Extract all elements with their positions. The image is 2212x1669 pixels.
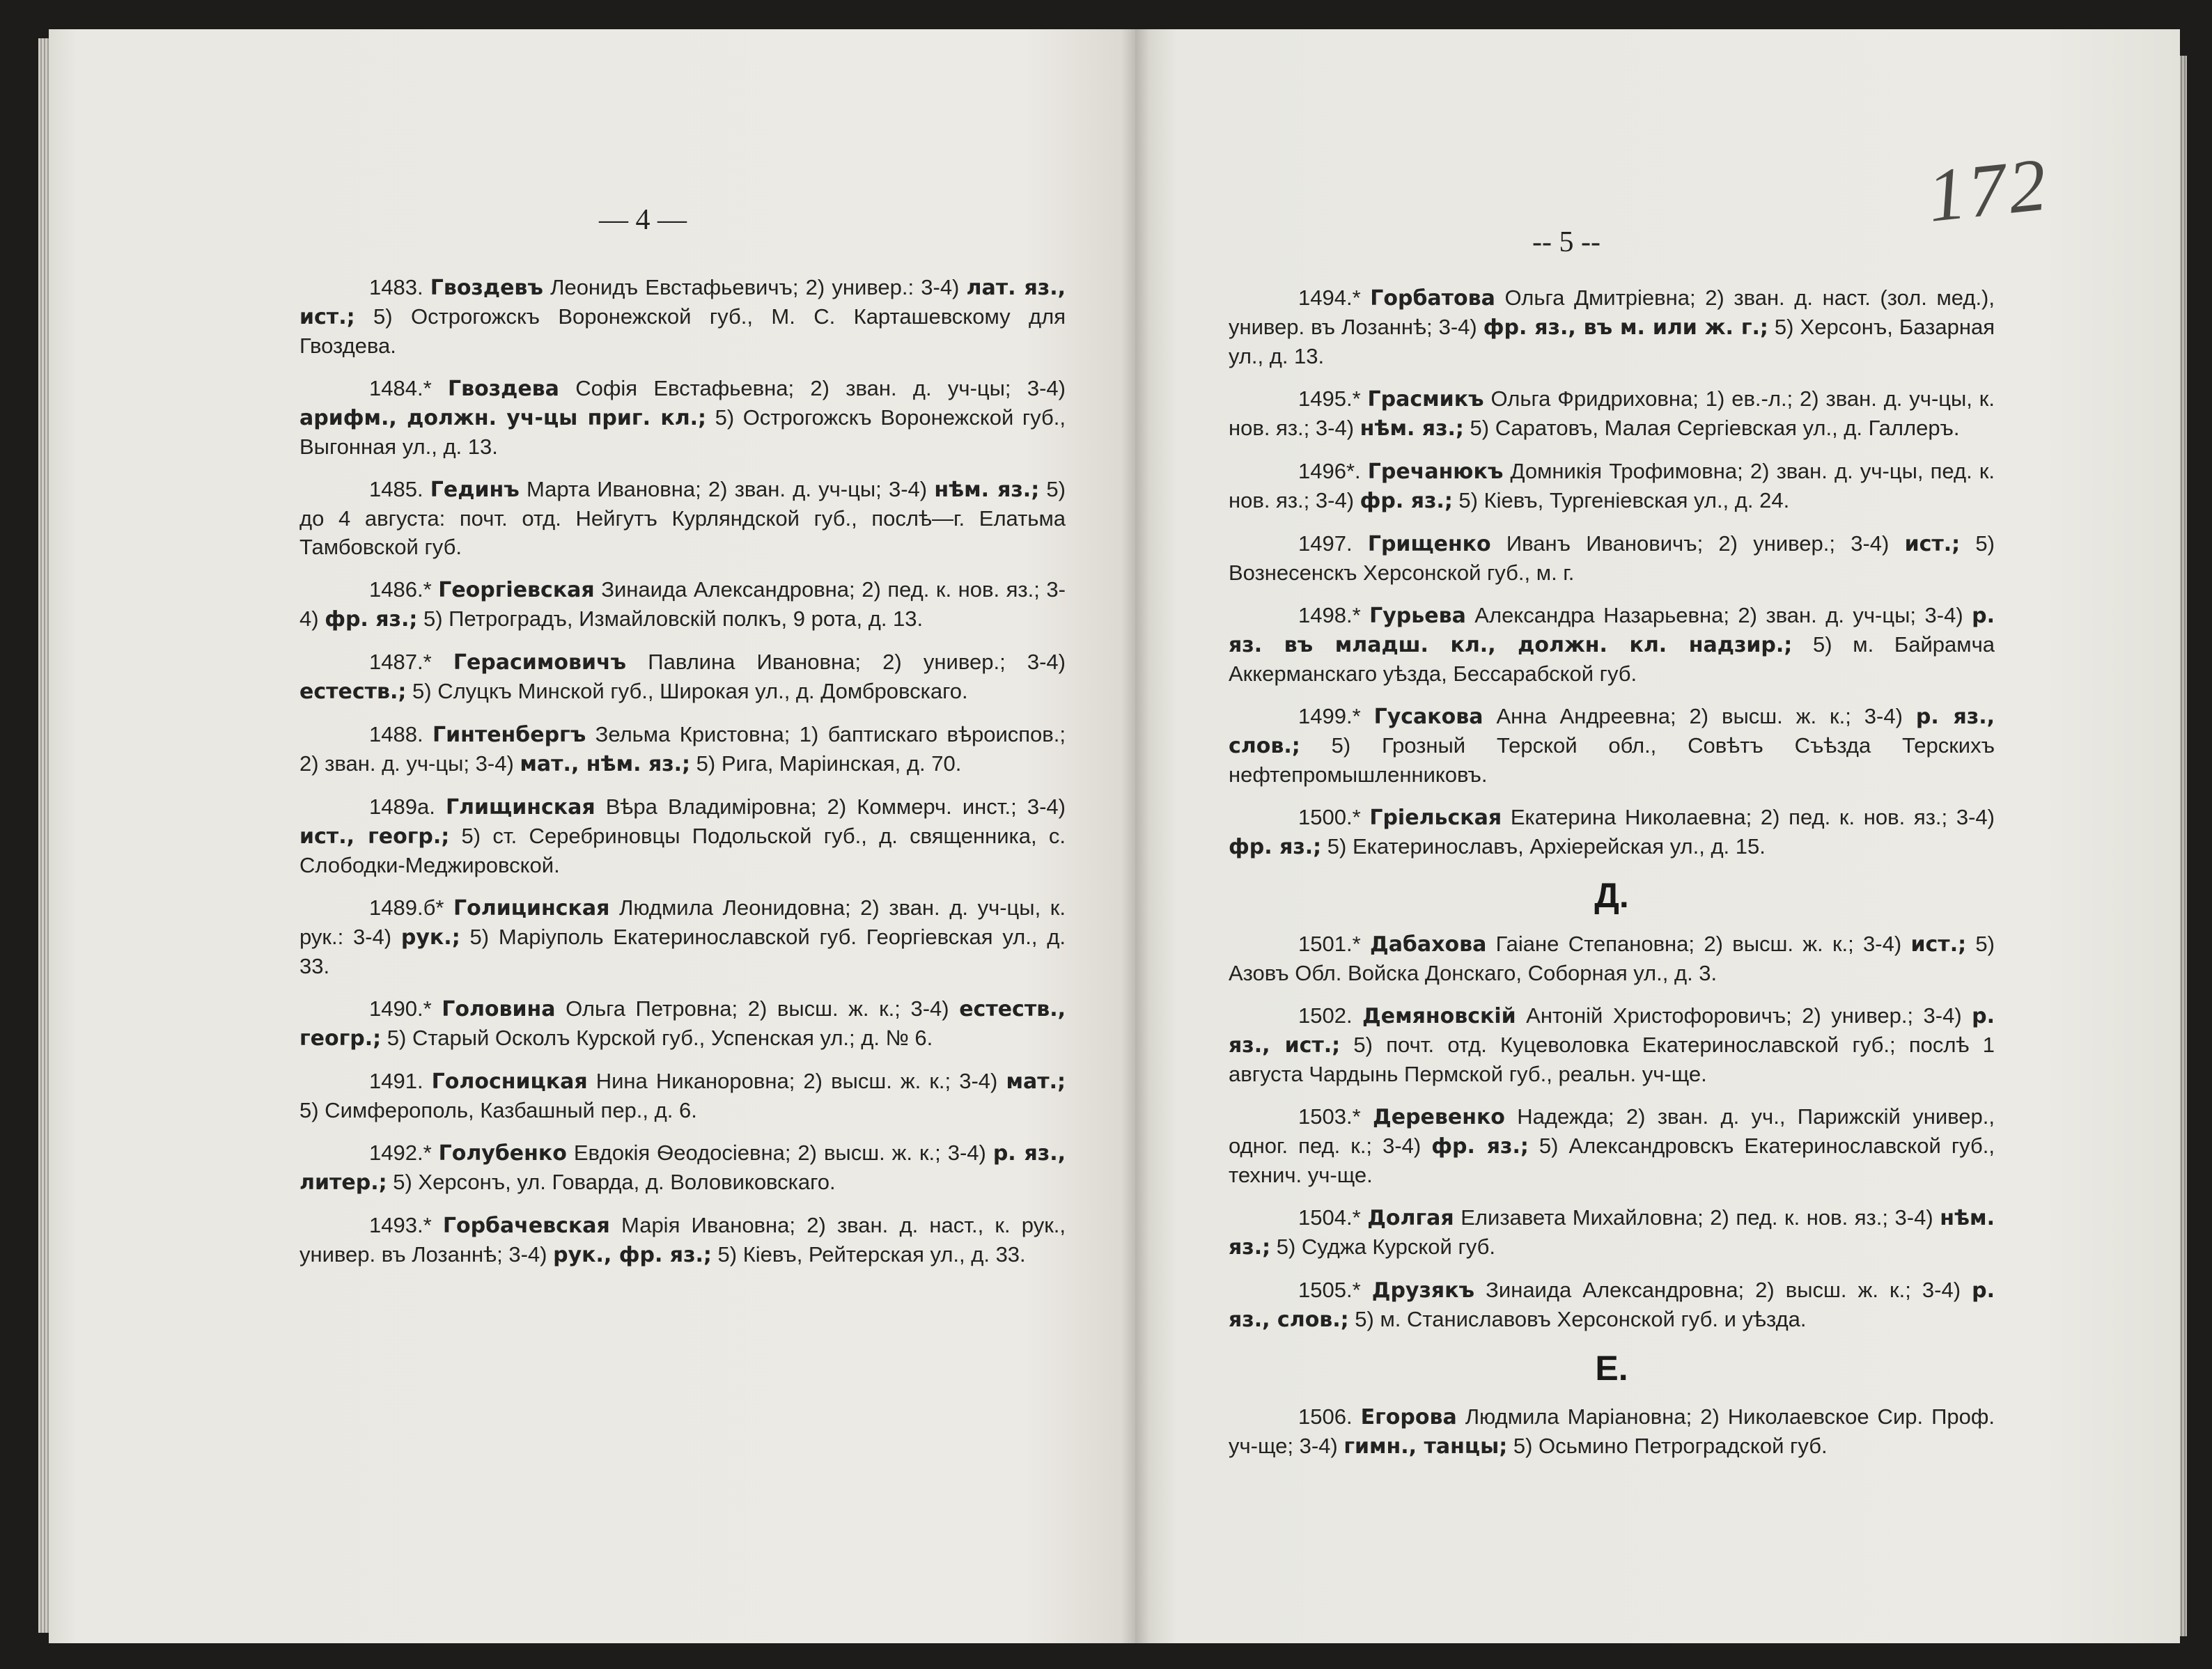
directory-entry — [299, 575, 1066, 634]
entry-subjects: нѣм. яз.; — [1360, 416, 1464, 441]
entry-subjects: естеств., геогр.; — [299, 997, 1066, 1051]
directory-entry — [1229, 601, 1995, 688]
entry-surname: Гріельская — [1369, 806, 1502, 830]
entry-details: Леонидъ Евстафьевичъ; 2) универ.: 3-4) — [543, 275, 967, 299]
entry-address: 5) Слуцкъ Минской губ., Широкая ул., д. Домбровскаго. — [406, 679, 968, 703]
entry-number: 1499.* — [1298, 704, 1361, 728]
entry-subjects: лат. яз., ист.; — [299, 276, 1066, 329]
entry-details: Зельма Кристовна; 1) баптискаго вѣроиспов.; 2) зван. д. уч-цы; 3-4) — [299, 722, 1066, 776]
section-letter-e: Е. — [1595, 1349, 1628, 1388]
entry-subjects: рук., фр. яз.; — [553, 1243, 712, 1267]
entry-details: Павлина Ивановна; 2) универ.; 3-4) — [626, 650, 1066, 674]
entry-surname: Глищинская — [445, 795, 595, 820]
directory-entry — [1229, 702, 1995, 789]
entry-address: 5) Осьмино Петроградской губ. — [1507, 1434, 1828, 1458]
entry-surname: Егорова — [1360, 1405, 1457, 1429]
entry-address: 5) Екатеринославъ, Архіерейская ул., д. 15. — [1321, 834, 1766, 859]
entry-surname: Гурьева — [1369, 604, 1466, 628]
directory-entry — [299, 648, 1066, 706]
entry-details: Зинаида Александровна; 2) высш. ж. к.; 3-4) — [1474, 1278, 1972, 1302]
entry-list — [299, 273, 1066, 1283]
entry-address: 5) Грозный Терской обл., Совѣтъ Съѣзда Терскихъ нефтепромышленниковъ. — [1229, 733, 1995, 787]
entry-address: 5) до 4 августа: почт. отд. Нейгутъ Курляндской губ., послѣ—г. Елатьма Тамбовской губ. — [299, 477, 1066, 559]
entry-address: 5) ст. Серебриновцы Подольской губ., д. священника, с. Слободки-Меджировской. — [299, 824, 1066, 877]
entry-details: Софія Евстафьевна; 2) зван. д. уч-цы; 3-4) — [559, 376, 1066, 400]
entry-list — [1229, 283, 1995, 1475]
entry-surname: Гединъ — [430, 478, 520, 502]
entry-group-g — [1229, 283, 1995, 861]
directory-entry — [299, 893, 1066, 980]
directory-entry — [1229, 384, 1995, 443]
entry-subjects: фр. яз.; — [1229, 835, 1322, 859]
entry-subjects: рук.; — [400, 925, 460, 950]
entry-subjects: фр. яз.; — [325, 607, 418, 632]
entry-number: 1493.* — [369, 1213, 432, 1237]
entry-subjects: мат., нѣм. яз.; — [520, 752, 691, 776]
entry-details: Антоній Христофоровичъ; 2) универ.; 3-4) — [1516, 1003, 1972, 1028]
entry-subjects: ист., геогр.; — [299, 824, 450, 849]
entry-address: 5) Кіевъ, Рейтерская ул., д. 33. — [711, 1242, 1026, 1267]
directory-entry — [1229, 1402, 1995, 1461]
entry-details: Елизавета Михайловна; 2) пед. к. нов. яз.; 3-4) — [1454, 1205, 1940, 1230]
entry-subjects: р. яз. въ младш. кл., должн. кл. надзир.; — [1229, 604, 1995, 657]
entry-number: 1491. — [369, 1069, 423, 1093]
entry-address: 5) почт. отд. Куцеволовка Екатеринославской губ.; послѣ 1 августа Чардынь Пермской губ., реальн. уч-ще. — [1229, 1033, 1995, 1086]
entry-details: Иванъ Ивановичъ; 2) универ.; 3-4) — [1490, 531, 1905, 556]
directory-entry — [299, 1138, 1066, 1197]
entry-subjects: арифм., должн. уч-цы приг. кл.; — [299, 406, 707, 430]
directory-entry — [1229, 1276, 1995, 1334]
entry-details: Гаіане Степановна; 2) высш. ж. к.; 3-4) — [1486, 932, 1911, 956]
left-page — [49, 29, 1135, 1643]
entry-address: 5) Маріуполь Екатеринославской губ. Георгіевская ул., д. 33. — [299, 925, 1066, 978]
entry-surname: Дабахова — [1369, 932, 1487, 957]
entry-address: 5) Петроградъ, Измайловскій полкъ, 9 рота, д. 13. — [417, 606, 924, 631]
entry-surname: Горбатова — [1370, 286, 1495, 311]
entry-details: Анна Андреевна; 2) высш. ж. к.; 3-4) — [1483, 704, 1916, 728]
entry-address: 5) Вознесенскъ Херсонской губ., м. г. — [1229, 531, 1995, 585]
entry-number: 1483. — [369, 275, 423, 299]
entry-subjects: нѣм. яз.; — [934, 478, 1040, 502]
entry-number: 1500.* — [1298, 805, 1361, 829]
entry-address: 5) Саратовъ, Малая Сергіевская ул., д. Галлеръ. — [1463, 416, 1960, 440]
entry-number: 1494.* — [1298, 285, 1361, 310]
directory-entry — [299, 273, 1066, 360]
entry-subjects: гимн., танцы; — [1343, 1434, 1508, 1459]
entry-number: 1502. — [1298, 1003, 1353, 1028]
entry-details: Евдокія Ѳеодосіевна; 2) высш. ж. к.; 3-4) — [566, 1141, 993, 1165]
entry-address: 5) Азовъ Обл. Войска Донскаго, Соборная ул., д. 3. — [1229, 932, 1995, 985]
entry-details: Вѣра Владиміровна; 2) Коммерч. инст.; 3-4) — [595, 794, 1066, 819]
entry-number: 1489.б* — [369, 895, 444, 920]
entry-number: 1488. — [369, 722, 423, 746]
entry-subjects: р. яз., слов.; — [1229, 1278, 1995, 1332]
directory-entry — [299, 475, 1066, 561]
entry-surname: Гинтенбергъ — [432, 723, 586, 747]
entry-subjects: фр. яз., въ м. или ж. г.; — [1483, 315, 1768, 340]
entry-subjects: нѣм. яз.; — [1229, 1206, 1995, 1260]
entry-subjects: естеств.; — [299, 680, 407, 704]
entry-address: 5) Суджа Курской губ. — [1270, 1235, 1495, 1259]
entry-number: 1492.* — [369, 1141, 432, 1165]
entry-subjects: ист.; — [1910, 932, 1967, 957]
entry-surname: Гречанюкъ — [1367, 460, 1504, 484]
entry-details: Ольга Фридриховна; 1) ев.-л.; 2) зван. д. уч-цы, к. нов. яз.; 3-4) — [1229, 386, 1995, 440]
entry-subjects: ист.; — [1904, 532, 1961, 556]
entry-number: 1504.* — [1298, 1205, 1361, 1230]
entry-subjects: р. яз., ист.; — [1229, 1004, 1995, 1058]
entry-subjects: фр. яз.; — [1360, 489, 1453, 513]
entry-surname: Долгая — [1367, 1206, 1454, 1230]
entry-group-e — [1229, 1402, 1995, 1461]
entry-details: Надежда; 2) зван. д. уч., Парижскій универ., одног. пед. к.; 3-4) — [1229, 1104, 1995, 1158]
entry-address: 5) Острогожскъ Воронежской губ., Выгонная ул., д. 13. — [299, 405, 1066, 459]
entry-surname: Демяновскій — [1362, 1004, 1516, 1028]
entry-address: 5) Херсонъ, ул. Говарда, д. Воловиковскаго. — [387, 1170, 836, 1194]
section-letter-d: Д. — [1594, 876, 1629, 915]
entry-details: Домникія Трофимовна; 2) зван. д. уч-цы, пед. к. нов. яз.; 3-4) — [1229, 459, 1995, 512]
entry-number: 1501.* — [1298, 932, 1361, 956]
entry-number: 1495.* — [1298, 386, 1361, 411]
directory-entry — [1229, 1203, 1995, 1262]
directory-entry — [1229, 283, 1995, 370]
entry-address: 5) м. Байрамча Аккерманскаго уѣзда, Бессарабской губ. — [1229, 632, 1995, 686]
directory-entry — [1229, 529, 1995, 587]
entry-number: 1498.* — [1298, 603, 1361, 627]
entry-number: 1485. — [369, 477, 423, 501]
directory-entry — [299, 1211, 1066, 1269]
entry-address: 5) Старый Осколъ Курской губ., Успенская ул.; д. № 6. — [381, 1026, 933, 1050]
directory-entry — [1229, 1102, 1995, 1189]
entry-surname: Гвоздевъ — [430, 276, 543, 300]
entry-surname: Деревенко — [1373, 1105, 1505, 1129]
entry-details: Людмила Маріановна; 2) Николаевское Сир. Проф. уч-ще; 3-4) — [1229, 1404, 1995, 1458]
entry-number: 1490.* — [369, 996, 432, 1021]
directory-entry — [299, 1067, 1066, 1125]
entry-surname: Гусакова — [1373, 705, 1483, 729]
entry-surname: Герасимовичъ — [453, 650, 627, 675]
entry-surname: Голицинская — [453, 896, 610, 920]
entry-details: Александра Назарьевна; 2) зван. д. уч-цы; 3-4) — [1465, 603, 1972, 627]
entry-address: 5) Симферополь, Казбашный пер., д. 6. — [299, 1098, 697, 1122]
directory-entry — [299, 374, 1066, 461]
entry-surname: Друзякъ — [1371, 1278, 1475, 1303]
entry-number: 1486.* — [369, 577, 432, 602]
entry-address: 5) Острогожскъ Воронежской губ., М. С. Карташевскому для Гвоздева. — [299, 304, 1066, 358]
entry-surname: Горбачевская — [442, 1214, 610, 1238]
entry-surname: Голосницкая — [431, 1069, 588, 1094]
page-number: -- 5 -- — [1532, 226, 1600, 258]
entry-surname: Головина — [442, 997, 556, 1021]
entry-number: 1489а. — [369, 794, 435, 819]
entry-subjects: фр. яз.; — [1431, 1134, 1529, 1159]
entry-details: Зинаида Александровна; 2) пед. к. нов. яз.; 3-4) — [299, 577, 1066, 631]
entry-number: 1503.* — [1298, 1104, 1361, 1129]
directory-entry — [1229, 803, 1995, 861]
entry-number: 1505.* — [1298, 1278, 1361, 1302]
entry-address: 5) Александровскъ Екатеринославской губ., технич. уч-ще. — [1229, 1134, 1995, 1187]
entry-subjects: р. яз., литер.; — [299, 1141, 1066, 1195]
entry-surname: Грасмикъ — [1367, 387, 1484, 412]
entry-details: Нина Никаноровна; 2) высш. ж. к.; 3-4) — [587, 1069, 1006, 1093]
directory-entry — [299, 720, 1066, 778]
entry-address: 5) м. Станиславовъ Херсонской губ. и уѣзда. — [1348, 1307, 1807, 1331]
entry-subjects: р. яз., слов.; — [1229, 705, 1995, 758]
entry-address: 5) Херсонъ, Базарная ул., д. 13. — [1229, 315, 1995, 368]
entry-address: 5) Кіевъ, Тургеніевская ул., д. 24. — [1452, 488, 1790, 512]
book-gutter — [1121, 29, 1149, 1643]
directory-entry — [1229, 1001, 1995, 1088]
entry-details: Людмила Леонидовна; 2) зван. д. уч-цы, к. рук.: 3-4) — [299, 895, 1066, 949]
entry-details: Ольга Дмитріевна; 2) зван. д. наст. (зол. мед.), универ. въ Лозаннѣ; 3-4) — [1229, 285, 1995, 339]
directory-entry — [1229, 457, 1995, 515]
entry-number: 1484.* — [369, 376, 432, 400]
entry-surname: Грищенко — [1367, 532, 1491, 556]
page-number: — 4 — — [599, 204, 687, 236]
entry-address: 5) Рига, Маріинская, д. 70. — [690, 751, 962, 776]
directory-entry — [299, 994, 1066, 1053]
entry-surname: Голубенко — [438, 1141, 567, 1166]
entry-number: 1487.* — [369, 650, 432, 674]
right-page — [1135, 29, 2180, 1643]
entry-details: Марія Ивановна; 2) зван. д. наст., к. рук., универ. въ Лозаннѣ; 3-4) — [299, 1213, 1066, 1267]
directory-entry — [1229, 930, 1995, 987]
entry-surname: Гвоздева — [447, 377, 559, 401]
entry-number: 1497. — [1298, 531, 1353, 556]
entry-number: 1506. — [1298, 1404, 1353, 1429]
entry-surname: Георгіевская — [438, 578, 595, 602]
directory-entry — [299, 792, 1066, 879]
handwritten-archive-number: 172 — [1924, 143, 2053, 238]
entry-details: Ольга Петровна; 2) высш. ж. к.; 3-4) — [555, 996, 960, 1021]
entry-subjects: мат.; — [1006, 1069, 1066, 1094]
entry-number: 1496*. — [1298, 459, 1361, 483]
entry-group-d — [1229, 930, 1995, 1334]
entry-details: Марта Ивановна; 2) зван. д. уч-цы; 3-4) — [519, 477, 935, 501]
entry-details: Екатерина Николаевна; 2) пед. к. нов. яз.; 3-4) — [1502, 805, 1995, 829]
